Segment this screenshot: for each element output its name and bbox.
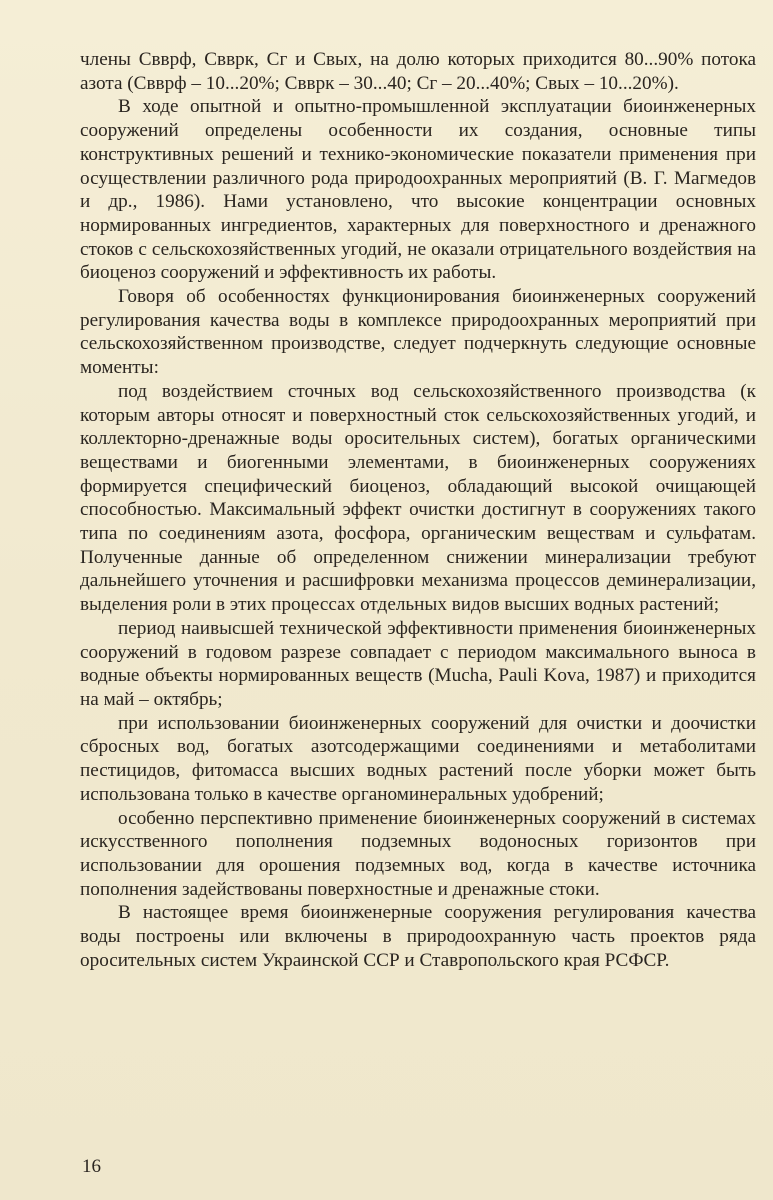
paragraph-wastewater-biocenosis: под воздействием сточных вод сельскохозяйственного производства (к которым авторы относят и поверхностный сток сельскохозяйственных угодий, и коллекторно-дренажные воды оросительных систем), богатых органическими веществами и биогенными элементами, в биоинженерных сооружениях формируется специфический биоценоз, обладающий высокой очищающей способностью. Максимальный эффект очистки достигнут в сооружениях такого типа по соединениям азота, фосфора, органическим веществам и сульфатам. Полученные данные об определенном снижении минерализации требуют дальнейшего уточнения и расшифровки механизма процессов деминерализации, выделения роли в этих процессах отдельных видов высших водных растений; [80,380,756,616]
paragraph-functioning-features: Говоря об особенностях функционирования биоинженерных сооружений регулирования качества воды в комплексе природоохранных мероприятий при сельскохозяйственном производстве, следует подчеркнуть следующие основные моменты: [80,286,756,379]
paragraph-groundwater-recharge: особенно перспективно применение биоинженерных сооружений в системах искусственного пополнения подземных водоносных горизонтов при использовании для орошения подземных вод, когда в качестве источника пополнения задействованы поверхностные и дренажные стоки. [80,807,756,900]
paragraph-phytomass-use: при использовании биоинженерных сооружений для очистки и доочистки сбросных вод, богатых азотсодержащими соединениями и метаболитами пестицидов, фитомасса высших водных растений после уборки может быть использована только в качестве органоминеральных удобрений; [80,712,756,805]
paragraph-current-status: В настоящее время биоинженерные сооружения регулирования качества воды построены или включены в природоохранную часть проектов ряда оросительных систем Украинской ССР и Ставропольского края РСФСР. [80,902,756,971]
paragraph-continuation: члены Cвврф, Cвврк, Cг и Cвых, на долю которых приходится 80...90% потока азота (Cвврф – 10...20%; Cвврк – 30...40; Cг – 20...40%; Cвых – 10...20%). [80,49,756,94]
body-text [80,48,756,972]
paragraph-efficiency-period: период наивысшей технической эффективности применения биоинженерных сооружений в годовом разрезе совпадает с периодом максимального выноса в водные объекты нормированных веществ (Mucha, Pauli Kova, 1987) и приходится на май – октябрь; [80,617,756,710]
paragraph-operation-experience: В ходе опытной и опытно-промышленной эксплуатации биоинженерных сооружений определены особенности их создания, основные типы конструктивных решений и технико-экономические показатели применения при осуществлении различного рода природоохранных мероприятий (В. Г. Магмедов и др., 1986). Нами установлено, что высокие концентрации основных нормированных ингредиентов, характерных для поверхностного и дренажного стоков с сельскохозяйственных угодий, не оказали отрицательного воздействия на биоценоз сооружений и эффективность их работы. [80,96,756,284]
page-number: 16 [82,1156,101,1177]
